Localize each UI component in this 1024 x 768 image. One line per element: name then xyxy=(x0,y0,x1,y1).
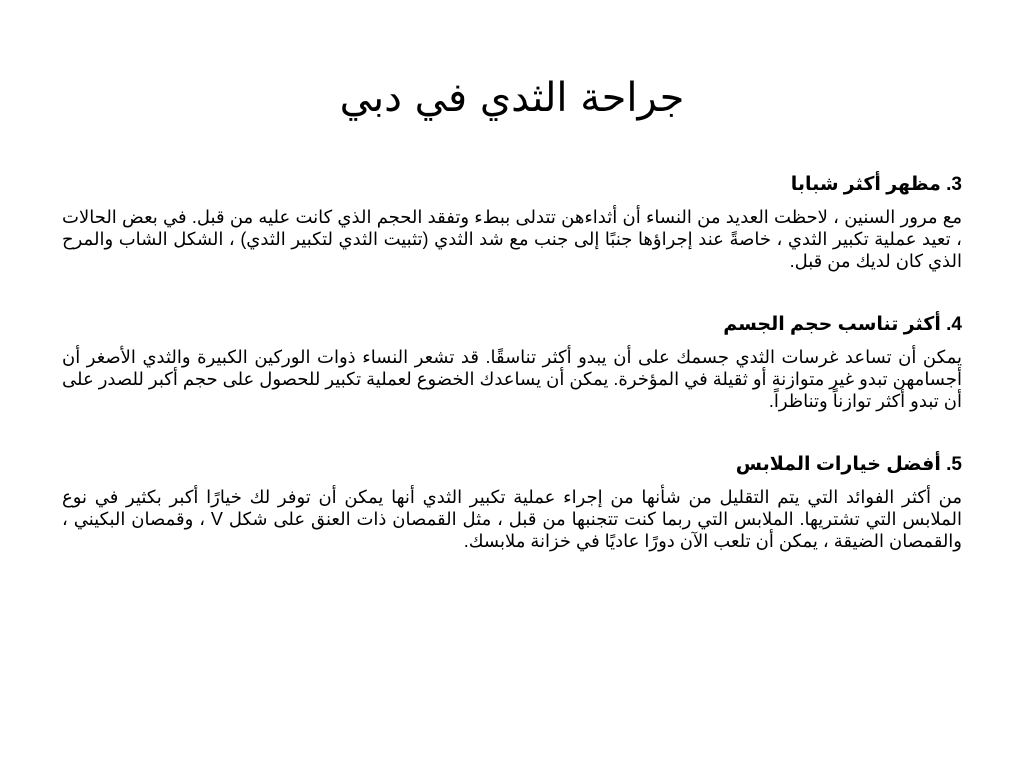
section-younger-look xyxy=(62,168,962,272)
slide-title: جراحة الثدي في دبي xyxy=(339,75,685,121)
section-heading: 3. مظهر أكثر شبابا xyxy=(790,174,962,195)
section-body: من أكثر الفوائد التي يتم التقليل من شأنها من إجراء عملية تكبير الثدي أنها يمكن أن توفر لك خيارًا أكبر بكثير في نوع الملابس التي تشتريها. الملابس التي ربما كنت تتجنبها من قبل ، مثل القمصان ذات العنق على شكل V ، وقمصان البكيني ، والقمصان الضيقة ، يمكن أن تلعب الآن دورًا عاديًا في خزانة ملابسك. xyxy=(62,487,963,551)
section-heading: 4. أكثر تناسب حجم الجسم xyxy=(723,314,962,335)
section-body: يمكن أن تساعد غرسات الثدي جسمك على أن يبدو أكثر تناسقًا. قد تشعر النساء ذوات الوركين الكبيرة والثدي الأصغر أن أجسامهن تبدو غير متوازنة أو ثقيلة في المؤخرة. يمكن أن يساعدك الخضوع لعملية تكبير للحصول على حجم أكبر للصدر على أن تبدو أكثر توازناً وتناظراً. xyxy=(62,347,962,411)
section-body-proportion xyxy=(62,308,962,412)
section-clothing-options xyxy=(62,448,962,552)
section-heading: 5. أفضل خيارات الملابس xyxy=(735,454,962,475)
section-body: مع مرور السنين ، لاحظت العديد من النساء أن أثداءهن تتدلى ببطء وتفقد الحجم الذي كانت عليه من قبل. في بعض الحالات ، تعيد عملية تكبير الثدي ، خاصةً عند إجراؤها جنبًا إلى جنب مع شد الثدي (تثبيت الثدي لتكبير الثدي) ، الشكل الشاب والمرح الذي كان لديك من قبل. xyxy=(62,207,962,271)
slide-content xyxy=(62,168,962,588)
